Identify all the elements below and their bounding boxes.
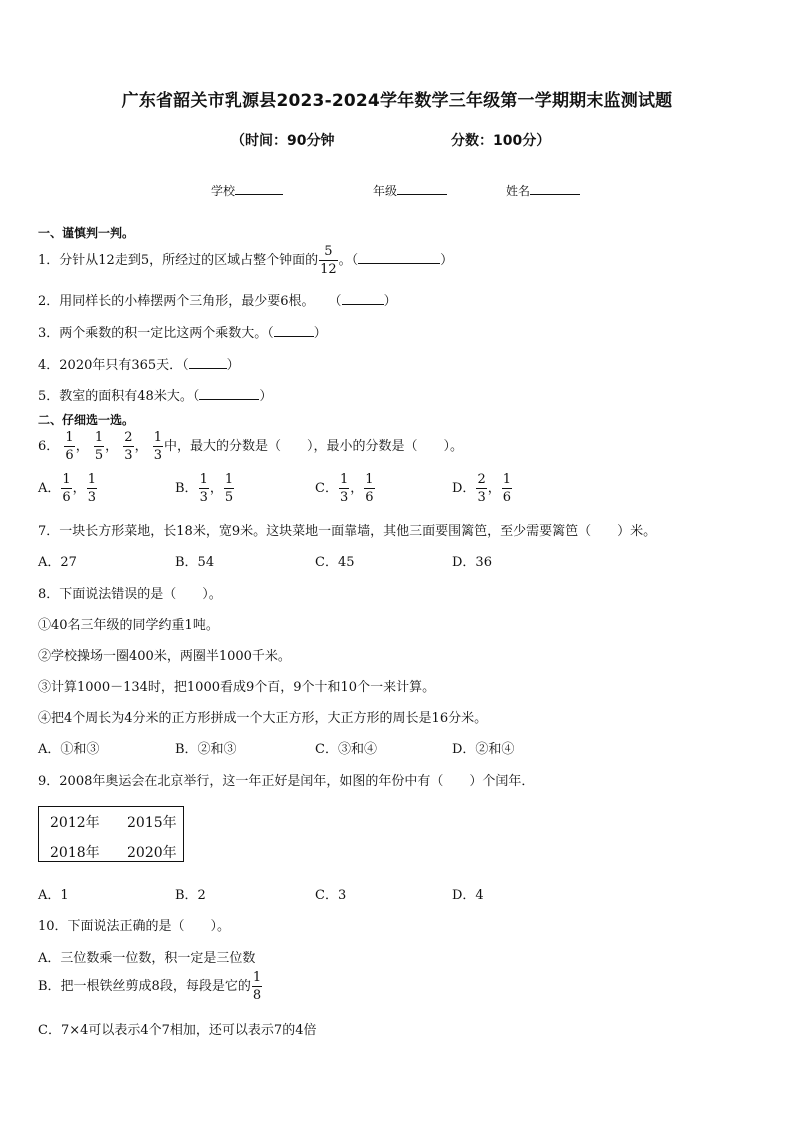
answer-blank-1[interactable] (358, 251, 440, 264)
question-8: 8．下面说法错误的是（ ）。 (38, 587, 222, 602)
fraction: $\frac{5}{12}$ (320, 244, 337, 277)
question-7: 7．一块长方形菜地，长18米，宽9米。这块菜地一面靠墙，其他三面要围篱笆，至少需要篱笆（ ）米。 (38, 524, 657, 539)
question-4: 4．2020年只有365天．（ ） (38, 358, 240, 373)
school-blank[interactable] (235, 182, 283, 195)
name-label: 姓名 (506, 184, 531, 198)
grade-label: 年级 (373, 184, 398, 198)
option-9a[interactable]: A．1 (38, 888, 69, 903)
answer-blank-3[interactable] (274, 324, 314, 337)
question-3: 3．两个乘数的积一定比这两个乘数大。（ ） (38, 326, 327, 341)
option-9d[interactable]: D．4 (452, 888, 484, 903)
exam-time: （时间：90分钟 (231, 133, 335, 149)
exam-title: 广东省韶关市乳源县2023-2024学年数学三年级第一学期期末监测试题 (121, 91, 673, 111)
question-10: 10．下面说法正确的是（ ）。 (38, 919, 231, 934)
years-box (38, 806, 184, 862)
section-1-title: 一、谨慎判一判。 (38, 226, 135, 240)
school-label: 学校 (211, 184, 236, 198)
option-7d[interactable]: D．36 (452, 555, 492, 570)
option-10c[interactable]: C．7×4可以表示4个7相加，还可以表示7的4倍 (38, 1023, 317, 1038)
question-1: 1．分针从12走到5，所经过的区域占整个钟面的 $\frac{5}{12}$ 。（ ） (38, 244, 454, 277)
statement-1: ①40名三年级的同学约重1吨。 (38, 618, 219, 633)
option-6a[interactable]: A． $\frac{1}{6}$ ， $\frac{1}{3}$ (38, 472, 96, 505)
year-cell: 2012年 (50, 815, 100, 831)
option-9b[interactable]: B．2 (175, 888, 206, 903)
exam-score: 分数：100分） (451, 133, 551, 149)
grade-field (373, 182, 447, 199)
statement-2: ②学校操场一圈400米，两圈半1000千米。 (38, 649, 291, 664)
fraction: $\frac{1}{8}$ (252, 970, 262, 1003)
question-6: 6． $\frac{1}{6}$ ， $\frac{1}{5}$ ， $\frac{2}{3}$ ， $\frac{1}{3}$ 中，最大的分数是（ ），最小的分数是（ ）。 (38, 430, 464, 463)
option-8c[interactable]: C．③和④ (315, 742, 377, 757)
section-2-title: 二、仔细选一选。 (38, 413, 135, 427)
option-7a[interactable]: A．27 (38, 555, 77, 570)
question-5: 5．教室的面积有48米大。（ ） (38, 389, 273, 404)
option-9c[interactable]: C．3 (315, 888, 347, 903)
option-8b[interactable]: B．②和③ (175, 742, 237, 757)
option-10a[interactable]: A．三位数乘一位数，积一定是三位数 (38, 951, 256, 966)
statement-3: ③计算1000－134时，把1000看成9个百，9个十和10个一来计算。 (38, 680, 436, 695)
statement-4: ④把4个周长为4分米的正方形拼成一个大正方形，大正方形的周长是16分米。 (38, 711, 488, 726)
question-1-text: 1．分针从12走到5，所经过的区域占整个钟面的 (38, 253, 319, 268)
year-cell: 2015年 (127, 815, 177, 831)
answer-blank-5[interactable] (199, 387, 259, 400)
option-6b[interactable]: B． $\frac{1}{3}$ ， $\frac{1}{5}$ (175, 472, 234, 505)
school-field (211, 182, 283, 199)
year-cell: 2018年 (50, 845, 100, 861)
option-8d[interactable]: D．②和④ (452, 742, 515, 757)
answer-blank-2[interactable] (342, 292, 384, 305)
answer-blank-4[interactable] (189, 356, 227, 369)
fraction: $\frac{1}{3}$ (153, 430, 163, 463)
option-6c[interactable]: C． $\frac{1}{3}$ ， $\frac{1}{6}$ (315, 472, 374, 505)
name-blank[interactable] (530, 182, 580, 195)
year-cell: 2020年 (127, 845, 177, 861)
option-7c[interactable]: C．45 (315, 555, 355, 570)
question-9: 9．2008年奥运会在北京举行，这一年正好是闰年，如图的年份中有（ ）个闰年． (38, 774, 535, 789)
fraction: $\frac{1}{6}$ (65, 430, 74, 463)
question-2: 2．用同样长的小棒摆两个三角形，最少要6根。 （ ） (38, 294, 397, 309)
name-field (506, 182, 580, 199)
grade-blank[interactable] (397, 182, 447, 195)
option-6d[interactable]: D． $\frac{2}{3}$ ， $\frac{1}{6}$ (452, 472, 512, 505)
fraction: $\frac{2}{3}$ (124, 430, 133, 463)
option-8a[interactable]: A．①和③ (38, 742, 100, 757)
option-10b[interactable]: B．把一根铁丝剪成8段，每段是它的 $\frac{1}{8}$ (38, 970, 262, 1003)
option-7b[interactable]: B．54 (175, 555, 215, 570)
fraction: $\frac{1}{5}$ (94, 430, 104, 463)
